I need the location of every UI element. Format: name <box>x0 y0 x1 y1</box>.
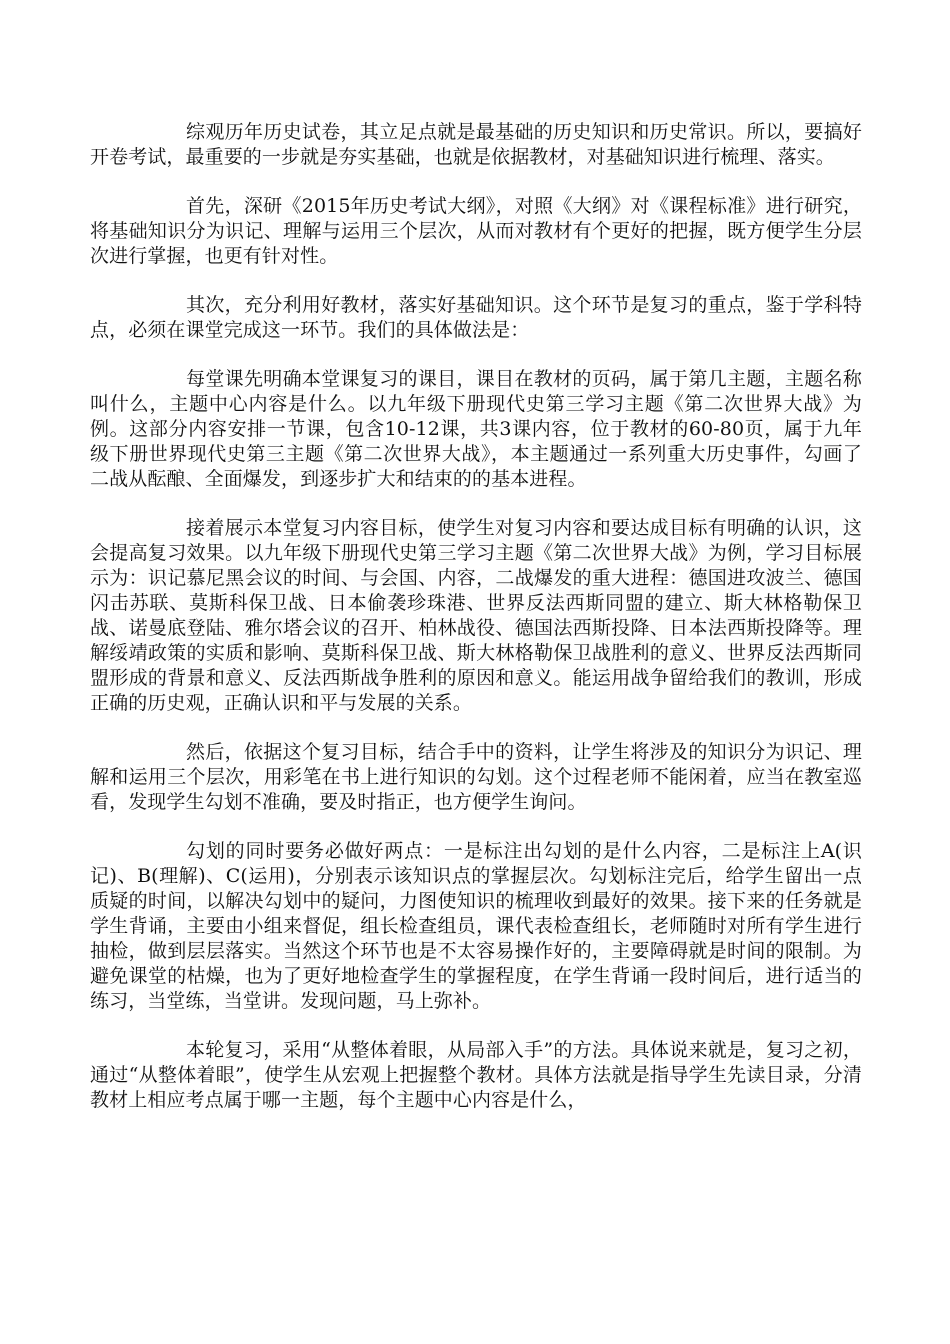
paragraph-annotation-practice: 勾划的同时要务必做好两点：一是标注出勾划的是什么内容，二是标注上A(识记)、B(理解)、C(运用)，分别表示该知识点的掌握层次。勾划标注完后，给学生留出一点质疑的时间，以解决勾划中的疑问，力图使知识的梳理收到最好的效果。接下来的任务就是学生背诵，主要由小组来督促，组长检查组员，课代表检查组长，老师随时对所有学生进行抽检，做到层层落实。当然这个环节也是不太容易操作好的，主要障碍就是时间的限制。为避免课堂的枯燥，也为了更好地检查学生的掌握程度，在学生背诵一段时间后，进行适当的练习，当堂练，当堂讲。发现问题，马上弥补。 <box>90 840 862 1012</box>
paragraph-lesson-scope: 每堂课先明确本堂课复习的课目，课目在教材的页码，属于第几主题，主题名称叫什么，主题中心内容是什么。以九年级下册现代史第三学习主题《第二次世界大战》为例。这部分内容安排一节课，包含10-12课，共3课内容，位于教材的60-80页，属于九年级下册世界现代史第三主题《第二次世界大战》，本主题通过一系列重大历史事件，勾画了二战从酝酿、全面爆发，到逐步扩大和结束的的基本进程。 <box>90 368 862 490</box>
paragraph-review-goals: 接着展示本堂复习内容目标，使学生对复习内容和要达成目标有明确的认识，这会提高复习效果。以九年级下册现代史第三学习主题《第二次世界大战》为例，学习目标展示为：识记慕尼黑会议的时间、与会国、内容，二战爆发的重大进程：德国进攻波兰、德国闪击苏联、莫斯科保卫战、日本偷袭珍珠港、世界反法西斯同盟的建立、斯大林格勒保卫战、诺曼底登陆、雅尔塔会议的召开、柏林战役、德国法西斯投降、日本法西斯投降等。理解绥靖政策的实质和影响、莫斯科保卫战、斯大林格勒保卫战胜利的意义、世界反法西斯同盟形成的背景和意义、反法西斯战争胜利的原因和意义。能运用战争留给我们的教训，形成正确的历史观，正确认识和平与发展的关系。 <box>90 517 862 714</box>
paragraph-intro: 综观历年历史试卷，其立足点就是最基础的历史知识和历史常识。所以，要搞好开卷考试，最重要的一步就是夯实基础，也就是依据教材，对基础知识进行梳理、落实。 <box>90 121 862 168</box>
paragraph-second-step: 其次，充分利用好教材，落实好基础知识。这个环节是复习的重点，鉴于学科特点，必须在课堂完成这一环节。我们的具体做法是： <box>90 294 862 341</box>
paragraph-first-step: 首先，深研《2015年历史考试大纲》，对照《大纲》对《课程标准》进行研究，将基础知识分为识记、理解与运用三个层次，从而对教材有个更好的把握，既方便学生分层次进行掌握，也更有针对性。 <box>90 195 862 267</box>
paragraph-knowledge-marking: 然后，依据这个复习目标，结合手中的资料，让学生将涉及的知识分为识记、理解和运用三个层次，用彩笔在书上进行知识的勾划。这个过程老师不能闲着，应当在教室巡看，发现学生勾划不准确，要及时指正，也方便学生询问。 <box>90 741 862 813</box>
paragraph-review-method: 本轮复习，采用“从整体着眼，从局部入手”的方法。具体说来就是，复习之初，通过“从整体着眼”，使学生从宏观上把握整个教材。具体方法就是指导学生先读目录，分清教材上相应考点属于哪一主题，每个主题中心内容是什么， <box>90 1039 862 1111</box>
document-body <box>90 120 862 1113</box>
